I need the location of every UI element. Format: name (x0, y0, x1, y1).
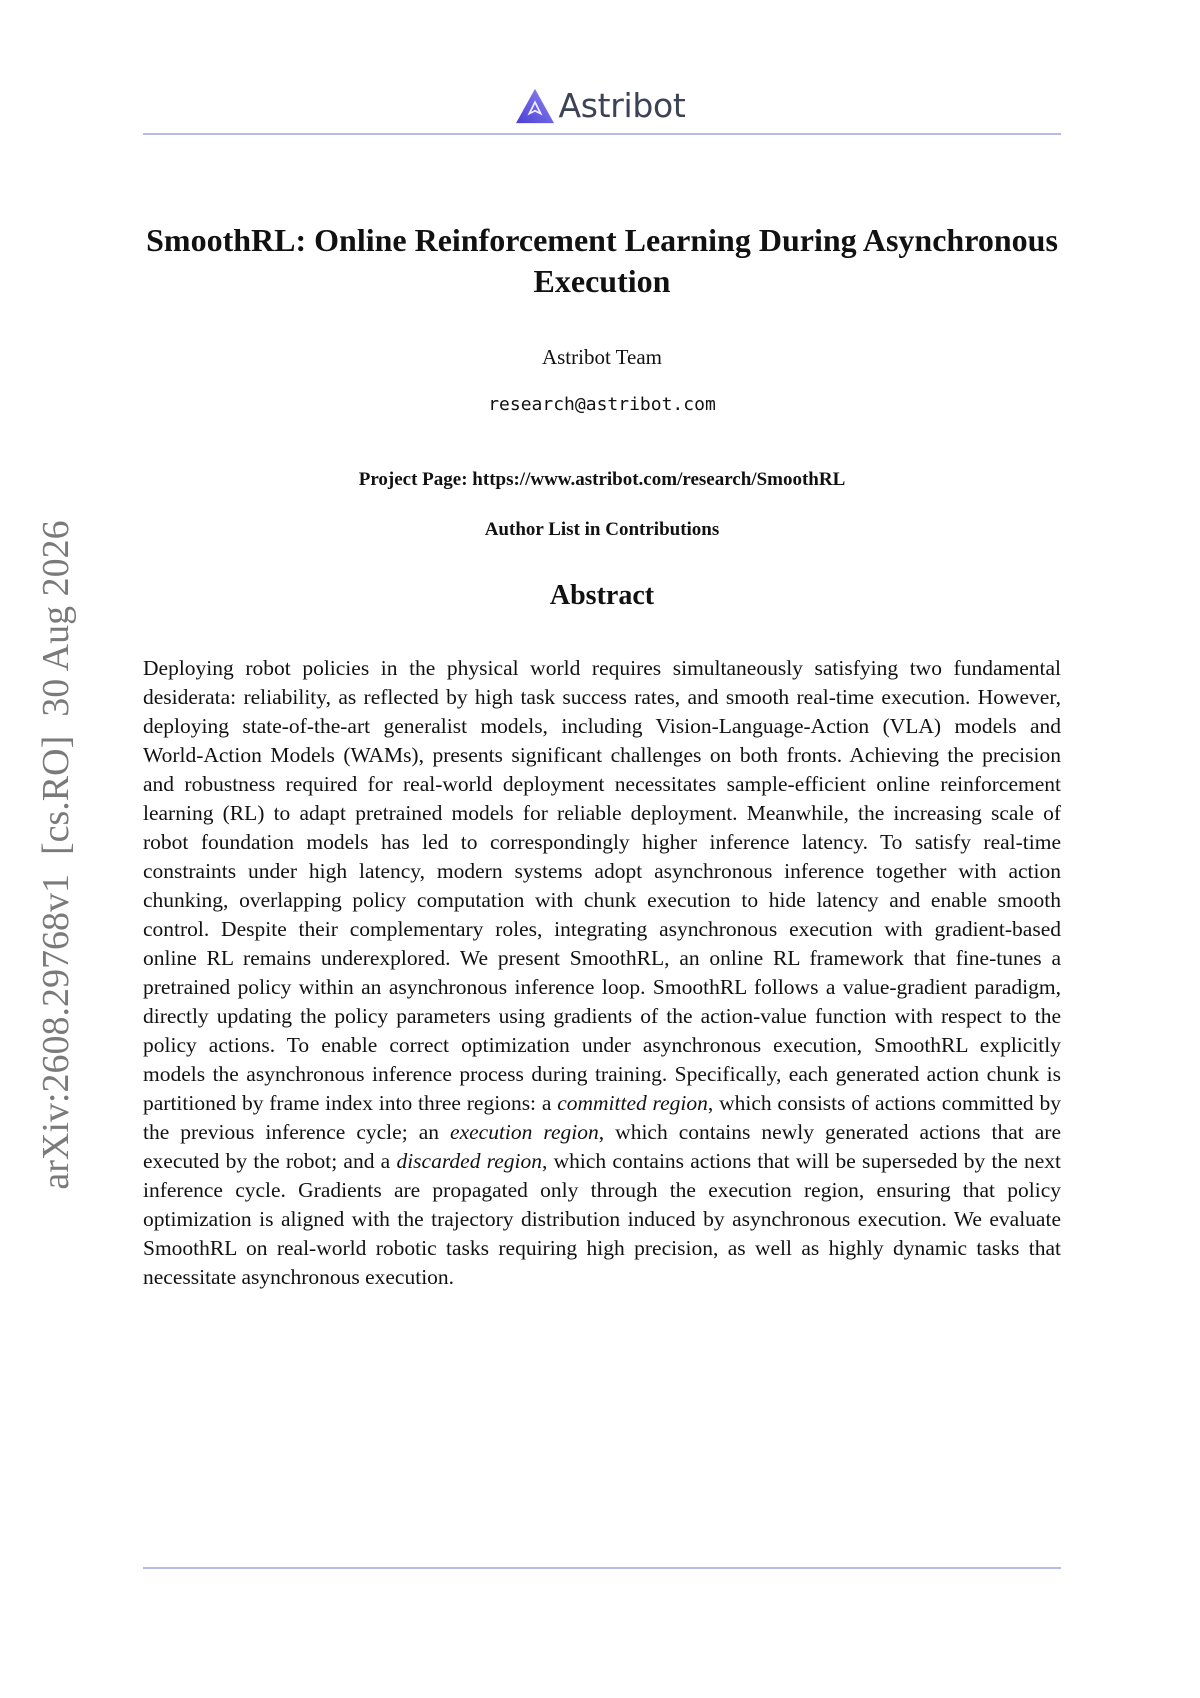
paper-title: SmoothRL: Online Reinforcement Learning During Asynchronous Execution (146, 222, 1058, 299)
abstract-text: , which consists of actions committed by the previous inference cycle; an (143, 1091, 1061, 1144)
abstract-text: , which contains newly generated actions that are executed by the robot; and a (143, 1120, 1061, 1173)
logo-group (514, 86, 685, 126)
astribot-logo-icon (514, 87, 556, 125)
abstract-text: , which contains actions that will be superseded by the next inference cycle. Gradients are propagated only through the execution region, ensuring that policy optimization is aligned with the trajectory distribution induced by asynchronous execution. We evaluate SmoothRL on real-world robotic tasks requiring high precision, as well as highly dynamic tasks that necessitate asynchronous execution. (143, 1149, 1061, 1289)
abstract-term-committed: committed region (557, 1091, 708, 1115)
abstract-term-discarded: discarded region (396, 1149, 543, 1173)
abstract-term-execution: execution region (450, 1120, 599, 1144)
header-logo (0, 86, 1200, 126)
contact-email: research@astribot.com (488, 394, 716, 415)
logo-wordmark: Astribot (558, 86, 686, 125)
arxiv-identifier: arXiv:2608.29768v1 [cs.RO] 30 Aug 2026 (35, 520, 77, 1190)
footer-rule (143, 1567, 1061, 1569)
abstract-text: Deploying robot policies in the physical world requires simultaneously satisfying two fundamental desiderata: reliability, as reflected by high task success rates, and smooth real-time execution. However, deploying state-of-the-art generalist models, including Vision-Language-Action (VLA) models and World-Action Models (WAMs), presents significant challenges on both fronts. Achieving the precision and robustness required for real-world deployment necessitates sample-efficient online reinforcement learning (RL) to adapt pretrained models for reliable deployment. Meanwhile, the increasing scale of robot foundation models has led to correspondingly higher inference latency. To satisfy real-time constraints under high latency, modern systems adopt asynchronous inference together with action chunking, overlapping policy computation with chunk execution to hide latency and enable smooth control. Despite their complementary roles, integrating asynchronous execution with gradient-based online RL remains underexplored. We present SmoothRL, an online RL framework that fine-tunes a pretrained policy within an asynchronous inference loop. SmoothRL follows a value-gradient paradigm, directly updating the policy parameters using gradients of the action-value function with respect to the policy actions. To enable correct optimization under asynchronous execution, SmoothRL explicitly models the asynchronous inference process during training. Specifically, each generated action chunk is partitioned by frame index into three regions: a (143, 656, 1061, 1115)
author-list-note: Author List in Contributions (484, 519, 720, 540)
abstract-heading: Abstract (549, 580, 655, 611)
abstract-paragraph (143, 654, 1061, 1292)
author-line: Astribot Team (541, 345, 663, 369)
project-page-link[interactable]: Project Page: https://www.astribot.com/research/SmoothRL (358, 469, 846, 490)
header-rule (143, 133, 1061, 135)
